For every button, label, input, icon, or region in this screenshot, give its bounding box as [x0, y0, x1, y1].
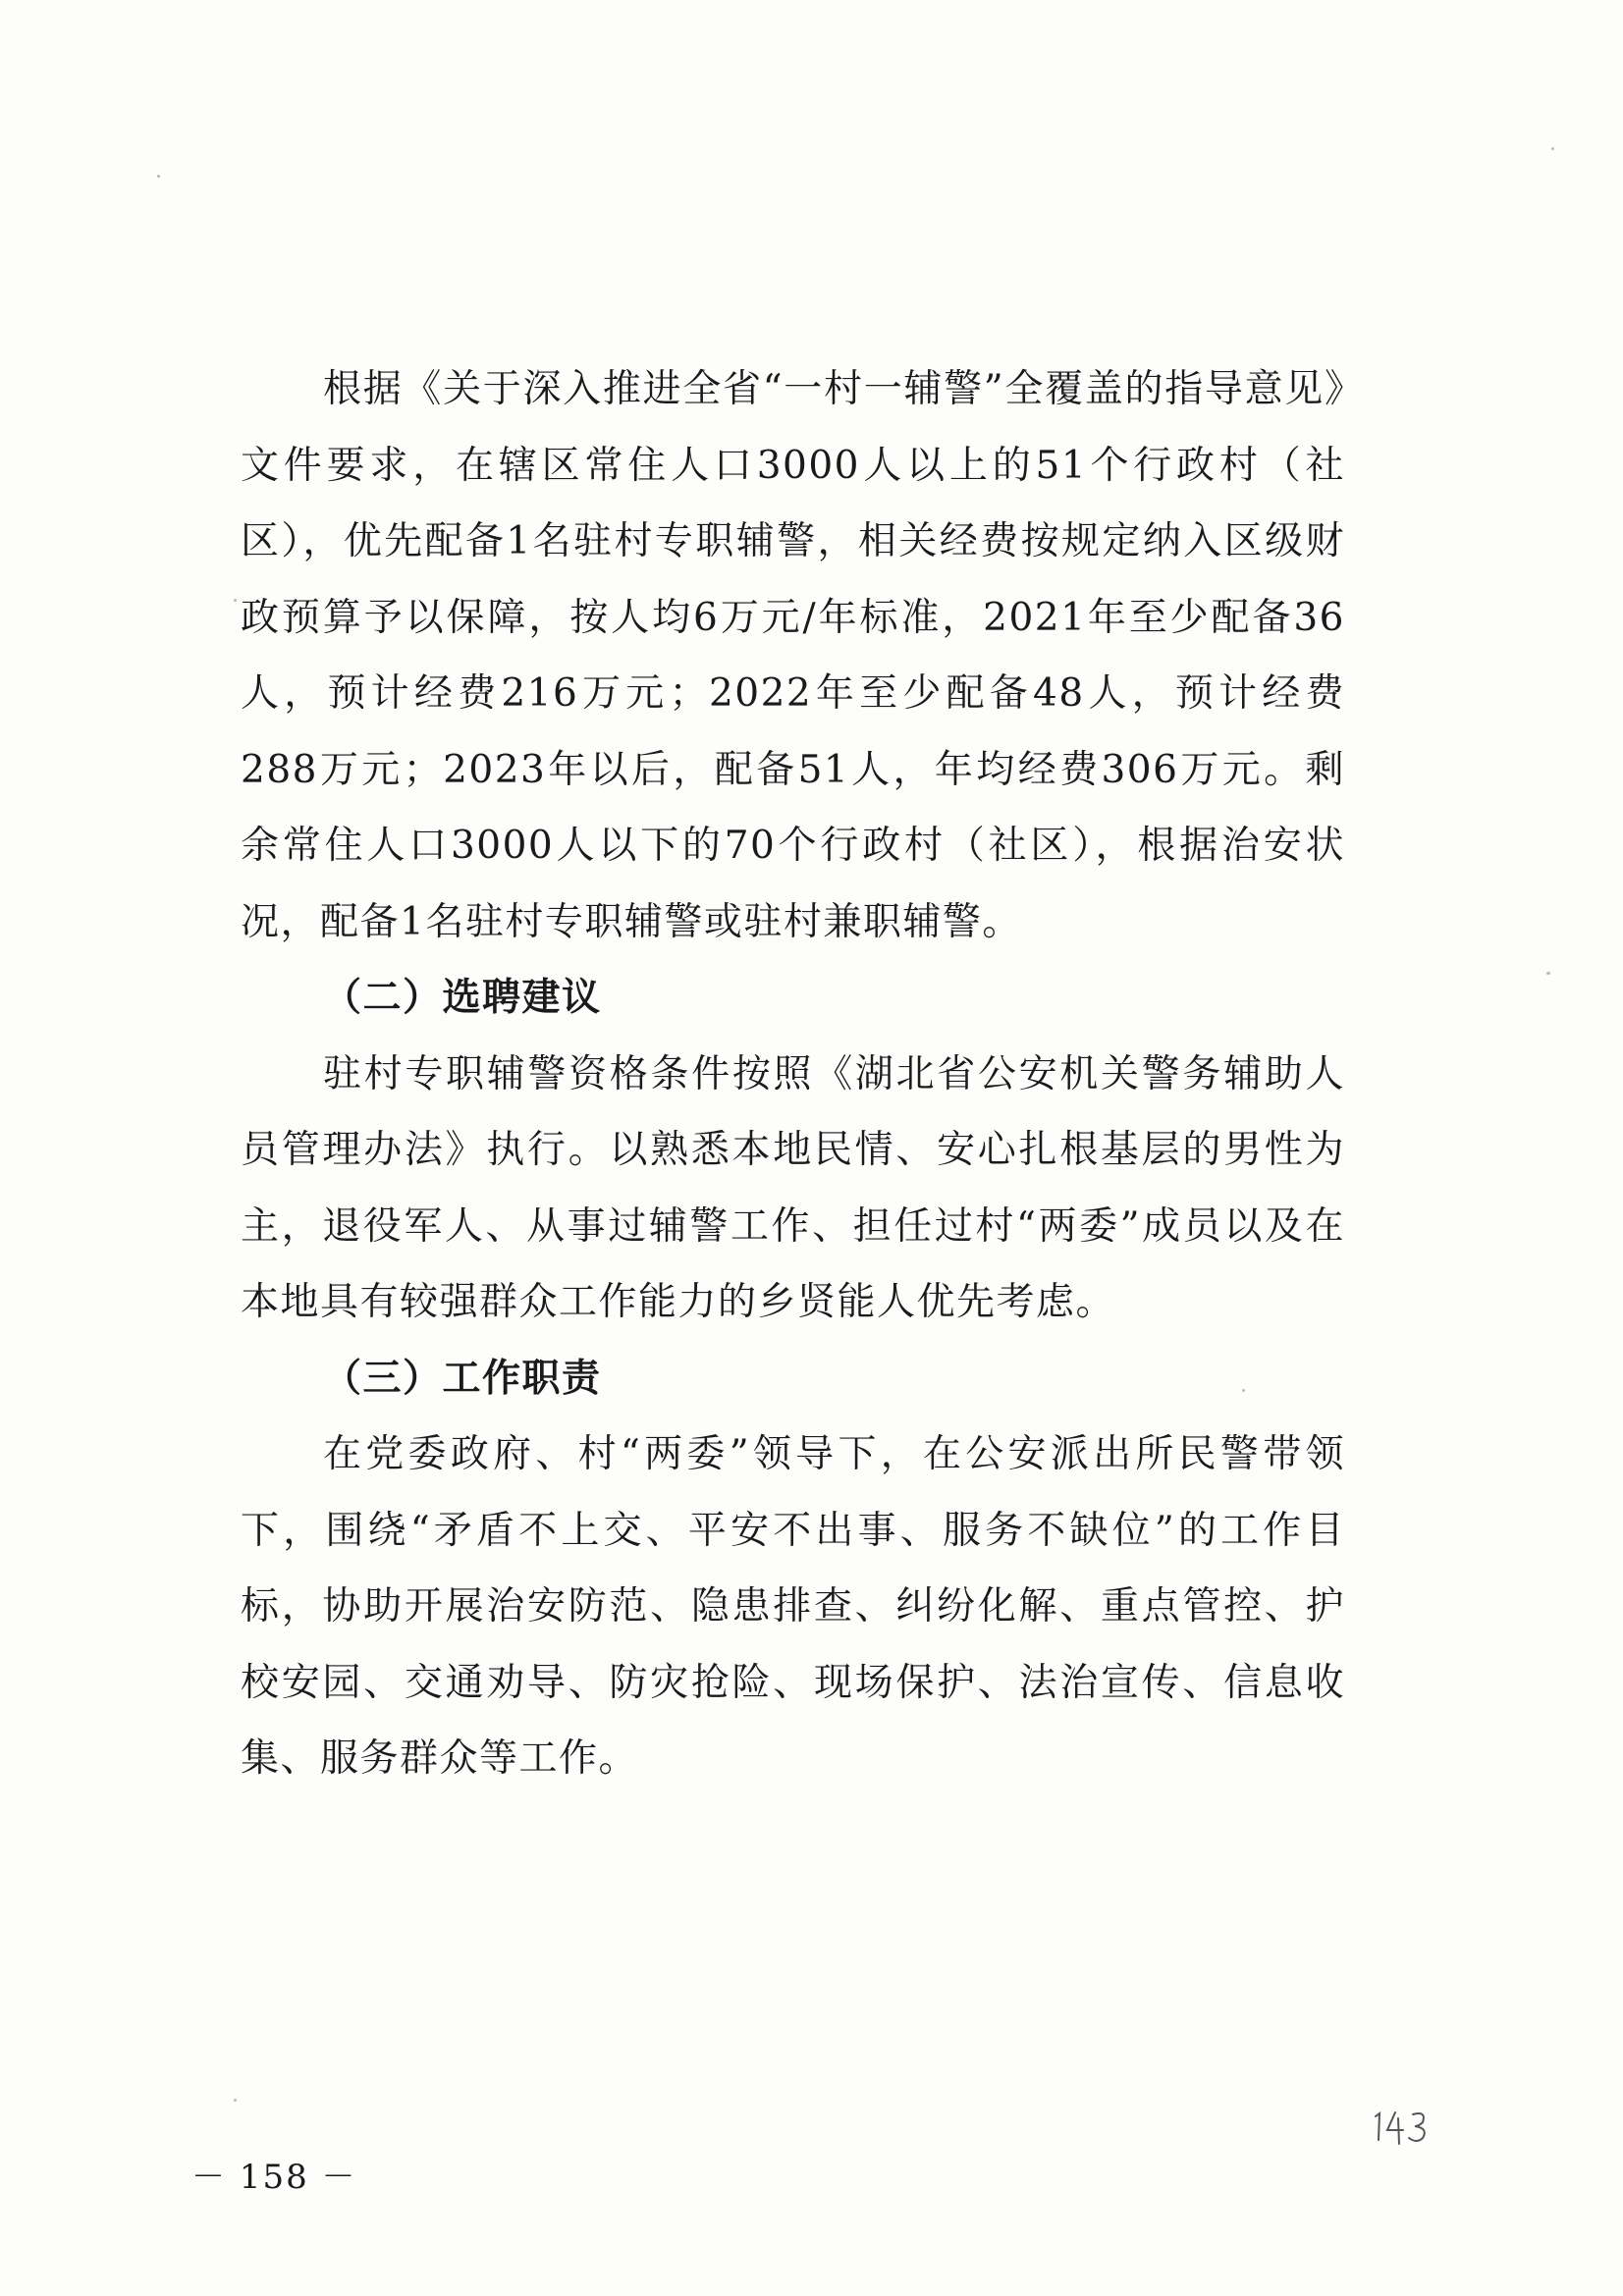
document-body	[241, 351, 1345, 1797]
scan-speck	[157, 175, 160, 178]
section-heading-duties: （三）工作职责	[323, 1356, 602, 1401]
scan-speck	[234, 599, 237, 602]
scan-speck	[1546, 972, 1550, 975]
scan-speck	[1551, 147, 1554, 150]
scan-speck	[1242, 1389, 1245, 1392]
page-number: － 158 －	[191, 2158, 357, 2197]
scan-speck	[234, 2099, 237, 2102]
paragraph-duties: 在党委政府、村“两委”领导下，在公安派出所民警带领下，围绕“矛盾不上交、平安不出事、服务不缺位”的工作目标，协助开展治安防范、隐患排查、纠纷化解、重点管控、护校安园、交通劝导、防灾抢险、现场保护、法治宣传、信息收集、服务群众等工作。	[241, 1432, 1345, 1781]
paragraph-funding: 根据《关于深入推进全省“一村一辅警”全覆盖的指导意见》文件要求，在辖区常住人口3000人以上的51个行政村（社区），优先配备1名驻村专职辅警，相关经费按规定纳入区级财政预算予以保障，按人均6万元/年标准，2021年至少配备36人，预计经费216万元；2022年至少配备48人，预计经费288万元；2023年以后，配备51人，年均经费306万元。剩余常住人口3000人以下的70个行政村（社区），根据治安状况，配备1名驻村专职辅警或驻村兼职辅警。	[241, 367, 1345, 944]
handwritten-page-mark	[1370, 2101, 1438, 2150]
paragraph-recruitment: 驻村专职辅警资格条件按照《湖北省公安机关警务辅助人员管理办法》执行。以熟悉本地民情、安心扎根基层的男性为主，退役军人、从事过辅警工作、担任过村“两委”成员以及在本地具有较强群众工作能力的乡贤能人优先考虑。	[241, 1051, 1345, 1324]
section-heading-recruitment: （二）选聘建议	[323, 976, 602, 1020]
